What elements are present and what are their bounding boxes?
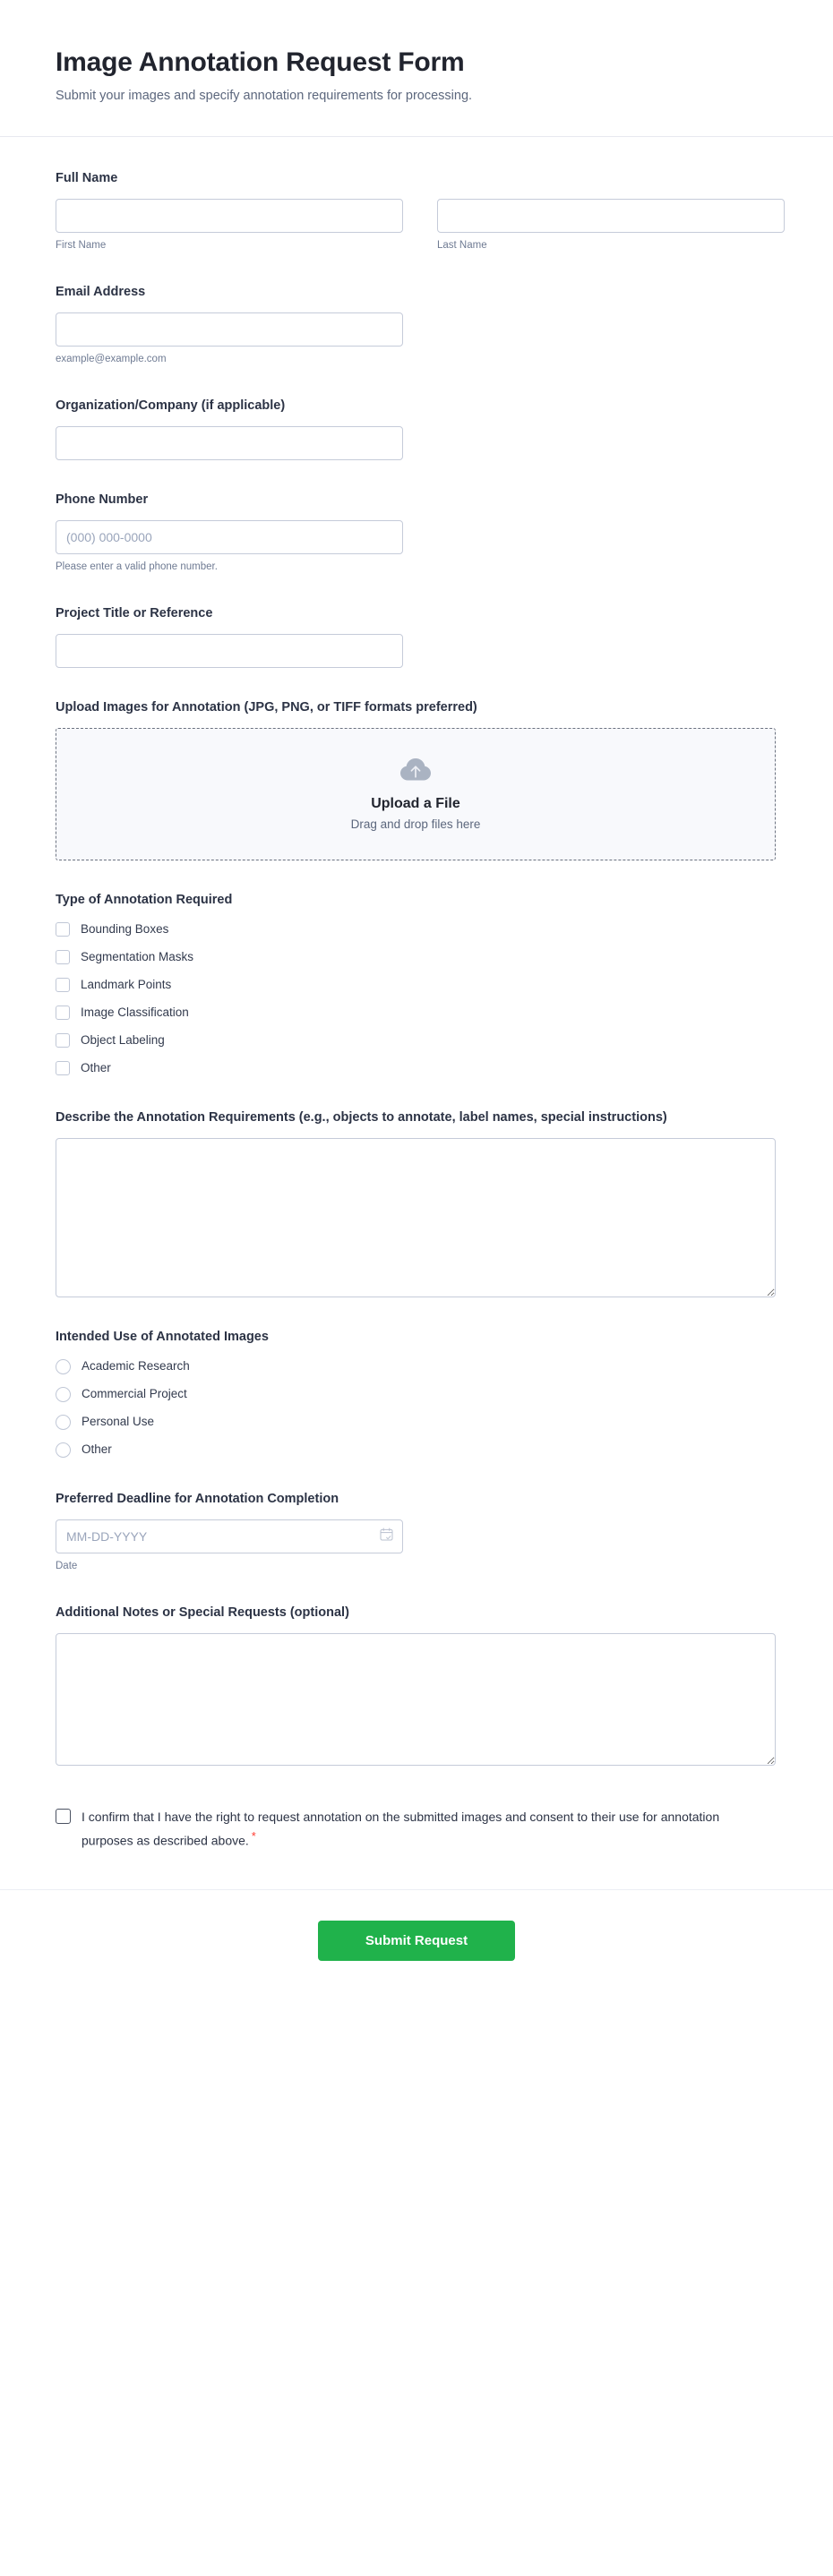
intended-use-radio-group bbox=[56, 1357, 777, 1459]
full-name-label: Full Name bbox=[56, 170, 118, 185]
file-dropzone[interactable] bbox=[56, 728, 776, 860]
email-input[interactable] bbox=[56, 312, 403, 347]
radio-label: Other bbox=[82, 1442, 112, 1457]
radio-icon[interactable] bbox=[56, 1415, 71, 1430]
project-title-input[interactable] bbox=[56, 634, 403, 668]
checkbox-icon[interactable] bbox=[56, 978, 70, 992]
checkbox-label: Image Classification bbox=[81, 1006, 189, 1020]
last-name-sublabel: Last Name bbox=[437, 239, 487, 251]
additional-notes-label: Additional Notes or Special Requests (optional) bbox=[56, 1605, 349, 1620]
checkbox-item-other[interactable] bbox=[56, 1059, 777, 1078]
consent-checkbox-icon[interactable] bbox=[56, 1809, 71, 1824]
radio-item-other[interactable] bbox=[56, 1441, 777, 1459]
checkbox-label: Landmark Points bbox=[81, 978, 172, 992]
upload-label: Upload Images for Annotation (JPG, PNG, or TIFF formats preferred) bbox=[56, 699, 477, 715]
field-organization bbox=[56, 397, 777, 460]
page-subtitle: Submit your images and specify annotation requirements for processing. bbox=[56, 89, 473, 104]
radio-item-academic-research[interactable] bbox=[56, 1357, 777, 1376]
additional-notes-textarea[interactable] bbox=[56, 1633, 776, 1766]
field-additional-notes bbox=[56, 1604, 777, 1766]
checkbox-label: Segmentation Masks bbox=[81, 950, 194, 964]
first-name-column bbox=[56, 199, 403, 252]
annotation-type-checkbox-group bbox=[56, 920, 777, 1078]
checkbox-icon[interactable] bbox=[56, 1006, 70, 1020]
radio-label: Academic Research bbox=[82, 1359, 190, 1374]
field-intended-use bbox=[56, 1328, 777, 1459]
consent-text-wrapper bbox=[82, 1807, 736, 1852]
radio-item-personal-use[interactable] bbox=[56, 1413, 777, 1432]
field-annotation-type bbox=[56, 891, 777, 1078]
first-name-input[interactable] bbox=[56, 199, 403, 233]
consent-label: I confirm that I have the right to request annotation on the submitted images and consent to their use for annotation purposes as described above. bbox=[82, 1809, 720, 1848]
checkbox-item-bounding-boxes[interactable] bbox=[56, 920, 777, 939]
field-requirements bbox=[56, 1108, 777, 1297]
field-email bbox=[56, 283, 777, 366]
deadline-sublabel: Date bbox=[56, 1560, 78, 1571]
intended-use-label: Intended Use of Annotated Images bbox=[56, 1329, 269, 1344]
requirements-textarea[interactable] bbox=[56, 1138, 776, 1297]
checkbox-item-object-labeling[interactable] bbox=[56, 1031, 777, 1050]
requirements-label: Describe the Annotation Requirements (e.g., objects to annotate, label names, special instructions) bbox=[56, 1109, 667, 1125]
project-title-label: Project Title or Reference bbox=[56, 605, 213, 620]
radio-label: Personal Use bbox=[82, 1415, 155, 1429]
first-name-sublabel: First Name bbox=[56, 239, 107, 251]
dropzone-subtitle: Drag and drop files here bbox=[350, 817, 481, 832]
checkbox-item-segmentation-masks[interactable] bbox=[56, 948, 777, 967]
checkbox-icon[interactable] bbox=[56, 1033, 70, 1048]
checkbox-item-image-classification[interactable] bbox=[56, 1004, 777, 1023]
checkbox-label: Object Labeling bbox=[81, 1033, 165, 1048]
last-name-column bbox=[437, 199, 785, 252]
annotation-type-label: Type of Annotation Required bbox=[56, 892, 233, 907]
deadline-label: Preferred Deadline for Annotation Completion bbox=[56, 1491, 339, 1506]
consent-row[interactable] bbox=[56, 1807, 736, 1852]
checkbox-icon[interactable] bbox=[56, 922, 70, 937]
phone-sublabel: Please enter a valid phone number. bbox=[56, 561, 218, 572]
radio-label: Commercial Project bbox=[82, 1387, 187, 1401]
radio-icon[interactable] bbox=[56, 1387, 71, 1402]
field-project-title bbox=[56, 604, 777, 668]
dropzone-title: Upload a File bbox=[371, 796, 460, 812]
field-full-name bbox=[56, 169, 777, 252]
checkbox-label: Bounding Boxes bbox=[81, 922, 169, 937]
organization-input[interactable] bbox=[56, 426, 403, 460]
phone-label: Phone Number bbox=[56, 492, 149, 507]
submit-request-button[interactable]: Submit Request bbox=[318, 1921, 515, 1961]
cloud-upload-icon bbox=[399, 757, 432, 786]
checkbox-item-landmark-points[interactable] bbox=[56, 976, 777, 995]
full-name-row bbox=[56, 199, 777, 252]
field-phone bbox=[56, 491, 777, 574]
required-asterisk: * bbox=[251, 1829, 256, 1844]
form-body bbox=[0, 137, 833, 1852]
radio-icon[interactable] bbox=[56, 1359, 71, 1374]
form-header bbox=[0, 0, 833, 137]
email-label: Email Address bbox=[56, 284, 146, 299]
radio-icon[interactable] bbox=[56, 1442, 71, 1458]
email-sublabel: example@example.com bbox=[56, 353, 167, 364]
deadline-date-input[interactable] bbox=[56, 1519, 403, 1553]
page-title: Image Annotation Request Form bbox=[56, 47, 465, 77]
field-upload bbox=[56, 698, 777, 860]
form-footer bbox=[0, 1889, 833, 2000]
deadline-input-wrapper bbox=[56, 1519, 403, 1553]
checkbox-icon[interactable] bbox=[56, 950, 70, 964]
field-deadline bbox=[56, 1490, 777, 1573]
phone-input[interactable] bbox=[56, 520, 403, 554]
last-name-input[interactable] bbox=[437, 199, 785, 233]
checkbox-label: Other bbox=[81, 1061, 111, 1075]
checkbox-icon[interactable] bbox=[56, 1061, 70, 1075]
organization-label: Organization/Company (if applicable) bbox=[56, 398, 286, 413]
radio-item-commercial-project[interactable] bbox=[56, 1385, 777, 1404]
